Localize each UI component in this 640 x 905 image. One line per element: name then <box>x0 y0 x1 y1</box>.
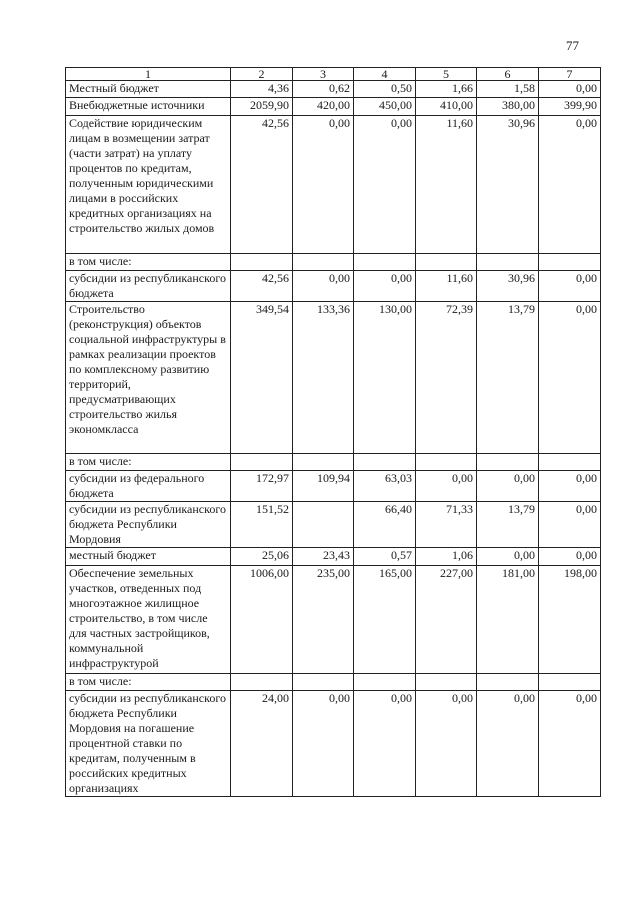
table-row <box>66 302 601 454</box>
table-cell: 0,00 <box>477 548 539 566</box>
table-cell: 2059,90 <box>231 98 293 116</box>
table-cell <box>231 674 293 691</box>
table-cell: 0,00 <box>416 471 477 502</box>
row-label: в том числе: <box>66 674 231 691</box>
row-label: местный бюджет <box>66 548 231 566</box>
table-row <box>66 454 601 471</box>
column-header: 3 <box>293 68 354 81</box>
table-cell <box>416 674 477 691</box>
table-cell: 198,00 <box>539 566 601 674</box>
table-cell: 410,00 <box>416 98 477 116</box>
column-header: 1 <box>66 68 231 81</box>
column-header-row <box>66 68 601 81</box>
table-cell: 227,00 <box>416 566 477 674</box>
table-cell <box>354 674 416 691</box>
table-cell: 0,00 <box>539 502 601 548</box>
table-row <box>66 271 601 302</box>
table-cell <box>477 674 539 691</box>
table-cell: 11,60 <box>416 116 477 254</box>
table-cell: 0,00 <box>354 691 416 797</box>
row-label: Внебюджетные источники <box>66 98 231 116</box>
table-cell: 0,00 <box>293 691 354 797</box>
table-cell: 399,90 <box>539 98 601 116</box>
table-row <box>66 548 601 566</box>
table-cell: 23,43 <box>293 548 354 566</box>
table-cell: 0,00 <box>477 691 539 797</box>
table-cell: 25,06 <box>231 548 293 566</box>
table-cell <box>539 454 601 471</box>
table-cell: 13,79 <box>477 302 539 454</box>
table-cell: 0,57 <box>354 548 416 566</box>
table-cell: 0,62 <box>293 81 354 98</box>
table-cell <box>416 254 477 271</box>
table-cell: 0,00 <box>539 271 601 302</box>
table-cell: 172,97 <box>231 471 293 502</box>
table-cell: 450,00 <box>354 98 416 116</box>
table-cell: 30,96 <box>477 271 539 302</box>
table-cell <box>354 254 416 271</box>
row-label: субсидии из республиканского бюджета Республики Мордовия на погашение процентной ставки по кредитам, полученным в российских кредитных организациях <box>66 691 231 797</box>
table-cell: 0,00 <box>539 471 601 502</box>
row-label: субсидии из республиканского бюджета Республики Мордовия <box>66 502 231 548</box>
table-cell: 235,00 <box>293 566 354 674</box>
table-cell: 349,54 <box>231 302 293 454</box>
table-cell: 0,00 <box>293 271 354 302</box>
row-label: в том числе: <box>66 254 231 271</box>
table-cell: 1,66 <box>416 81 477 98</box>
row-label: субсидии из федерального бюджета <box>66 471 231 502</box>
page-number: 77 <box>566 38 579 53</box>
table-cell: 133,36 <box>293 302 354 454</box>
column-header: 7 <box>539 68 601 81</box>
table-cell <box>231 254 293 271</box>
column-header: 6 <box>477 68 539 81</box>
row-label: Местный бюджет <box>66 81 231 98</box>
table-cell: 0,00 <box>354 116 416 254</box>
table-cell <box>293 502 354 548</box>
table-cell <box>293 254 354 271</box>
table-row <box>66 566 601 674</box>
table-cell: 130,00 <box>354 302 416 454</box>
table-cell: 0,00 <box>293 116 354 254</box>
table-cell <box>539 254 601 271</box>
table-cell: 4,36 <box>231 81 293 98</box>
table-cell: 0,00 <box>539 691 601 797</box>
table-cell: 0,00 <box>539 302 601 454</box>
table-row <box>66 691 601 797</box>
table-row <box>66 674 601 691</box>
table-row <box>66 81 601 98</box>
table-cell <box>293 454 354 471</box>
row-label: субсидии из республиканского бюджета <box>66 271 231 302</box>
table-cell: 181,00 <box>477 566 539 674</box>
table-cell <box>539 674 601 691</box>
table-cell: 420,00 <box>293 98 354 116</box>
table-cell: 0,00 <box>539 548 601 566</box>
table-cell: 0,00 <box>354 271 416 302</box>
row-label: Строительство (реконструкция) объектов социальной инфраструктуры в рамках реализации проектов по комплексному развитию территорий, предусматривающих строительство жилья экономкласса <box>66 302 231 454</box>
table-cell: 165,00 <box>354 566 416 674</box>
table-cell: 151,52 <box>231 502 293 548</box>
table-cell: 109,94 <box>293 471 354 502</box>
table-cell: 24,00 <box>231 691 293 797</box>
table-cell: 11,60 <box>416 271 477 302</box>
row-label: в том числе: <box>66 454 231 471</box>
table-cell: 0,00 <box>477 471 539 502</box>
table-cell: 0,00 <box>416 691 477 797</box>
table-row <box>66 502 601 548</box>
table-cell: 63,03 <box>354 471 416 502</box>
table-cell <box>477 254 539 271</box>
table-cell <box>354 454 416 471</box>
table-cell: 72,39 <box>416 302 477 454</box>
table-cell: 380,00 <box>477 98 539 116</box>
table-cell: 71,33 <box>416 502 477 548</box>
table-cell: 1,58 <box>477 81 539 98</box>
table-cell: 13,79 <box>477 502 539 548</box>
column-header: 2 <box>231 68 293 81</box>
table-row <box>66 116 601 254</box>
table-row <box>66 98 601 116</box>
row-label: Обеспечение земельных участков, отведенных под многоэтажное жилищное строительство, в том числе для частных застройщиков, коммунальной инфраструктурой <box>66 566 231 674</box>
table-cell <box>231 454 293 471</box>
table-cell: 42,56 <box>231 271 293 302</box>
table-cell <box>416 454 477 471</box>
table-cell: 1,06 <box>416 548 477 566</box>
column-header: 5 <box>416 68 477 81</box>
table-cell <box>293 674 354 691</box>
table-row <box>66 471 601 502</box>
table-cell: 0,00 <box>539 81 601 98</box>
table-cell: 66,40 <box>354 502 416 548</box>
table-cell: 0,50 <box>354 81 416 98</box>
column-header: 4 <box>354 68 416 81</box>
table-cell: 30,96 <box>477 116 539 254</box>
row-label: Содействие юридическим лицам в возмещении затрат (части затрат) на уплату процентов по кредитам, полученным юридическими лицами в российских кредитных организациях на строительство жилых домов <box>66 116 231 254</box>
table-cell <box>477 454 539 471</box>
table-cell: 0,00 <box>539 116 601 254</box>
table-cell: 1006,00 <box>231 566 293 674</box>
table-row <box>66 254 601 271</box>
budget-table <box>65 67 601 797</box>
table-cell: 42,56 <box>231 116 293 254</box>
